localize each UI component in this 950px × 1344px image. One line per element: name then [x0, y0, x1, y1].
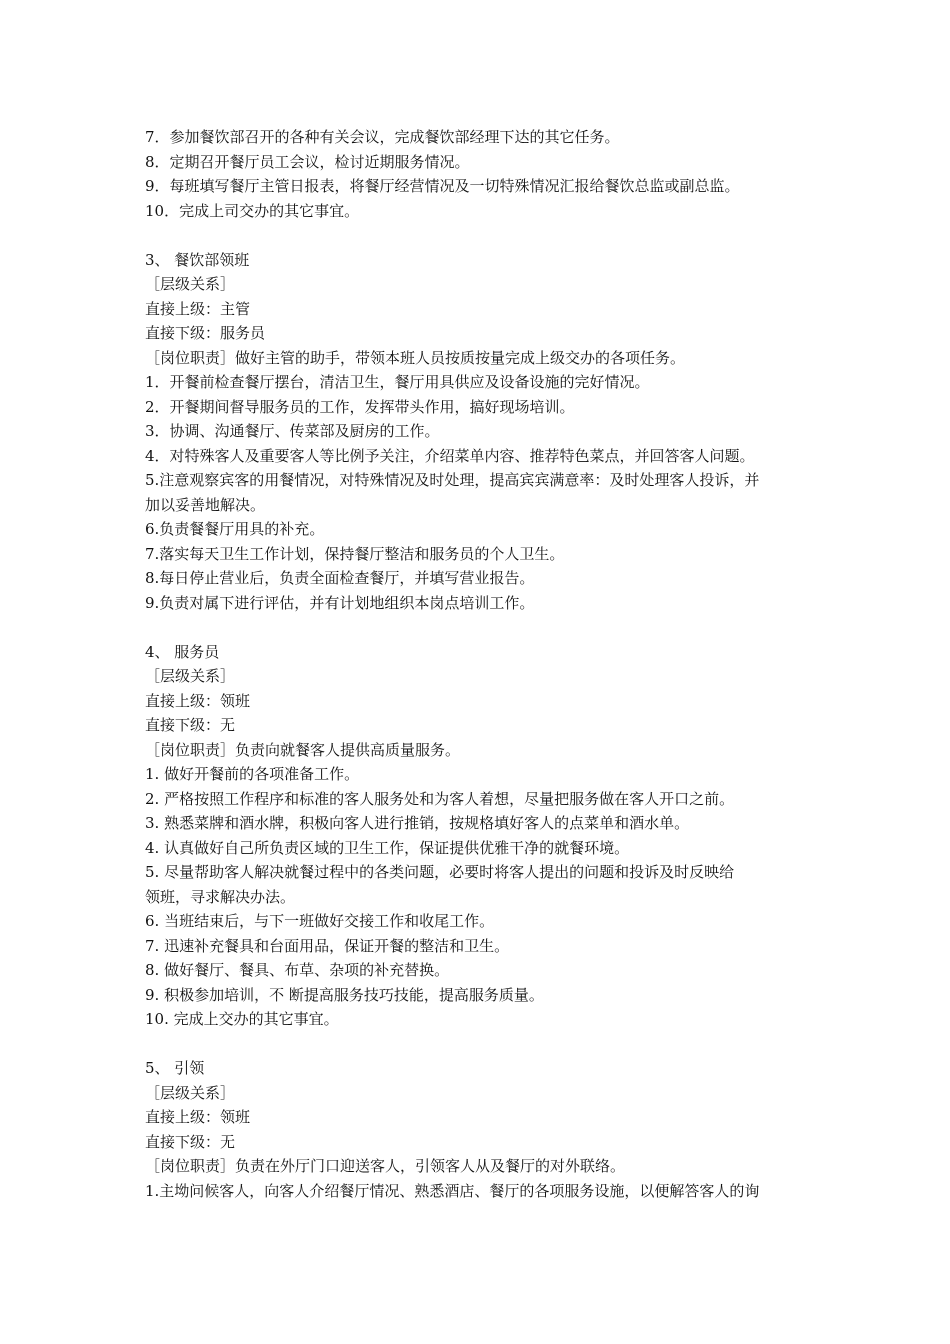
direct-subordinate: 直接下级：无 — [145, 716, 236, 734]
list-item: 8.每日停止营业后，负责全面检查餐厅，并填写营业报告。 — [145, 569, 535, 587]
direct-superior: 直接上级：领班 — [145, 691, 251, 710]
direct-superior: 直接上级：领班 — [145, 1108, 251, 1126]
list-item: 7. 迅速补充餐具和台面用品，保证开餐的整洁和卫生。 — [145, 936, 510, 955]
section-host — [145, 1056, 815, 1203]
direct-superior: 直接上级：主管 — [145, 299, 251, 318]
list-item: 3. 熟悉菜牌和酒水牌，积极向客人进行推销，按规格填好客人的点菜单和酒水单。 — [145, 814, 690, 832]
list-item: 5. 尽量帮助客人解决就餐过程中的各类问题，必要时将客人提出的问题和投诉及时反映给 — [145, 863, 735, 881]
list-item: 7．参加餐饮部召开的各种有关会议，完成餐饮部经理下达的其它任务。 — [145, 128, 620, 146]
list-item: 1.主坳问候客人，向客人介绍餐厅情况、熟悉酒店、餐厅的各项服务设施，以便解答客人的询 — [145, 1181, 760, 1200]
list-item-continuation: 领班，寻求解决办法。 — [145, 887, 296, 906]
list-item: 10．完成上司交办的其它事宜。 — [145, 201, 360, 220]
list-item: 9．每班填写餐厅主管日报表，将餐厅经营情况及一切特殊情况汇报给餐饮总监或副总监。 — [145, 177, 740, 195]
hierarchy-label: ［层级关系］ — [145, 1083, 236, 1102]
list-item: 4．对特殊客人及重要客人等比例予关注，介绍菜单内容、推荐特色菜点，并回答客人问题。 — [145, 446, 755, 465]
list-item: 2．开餐期间督导服务员的工作，发挥带头作用，搞好现场培训。 — [145, 397, 575, 416]
list-item: 3．协调、沟通餐厅、传菜部及厨房的工作。 — [145, 422, 440, 440]
intro-list — [145, 125, 815, 223]
duty-statement: ［岗位职责］负责向就餐客人提供高质量服务。 — [145, 740, 461, 759]
list-item: 9. 积极参加培训，不 断提高服务技巧技能，提高服务质量。 — [145, 985, 544, 1004]
list-item: 8．定期召开餐厅员工会议，检讨近期服务情况。 — [145, 152, 470, 171]
list-item: 9.负责对属下进行评估，并有计划地组织本岗点培训工作。 — [145, 593, 535, 612]
section-team-leader — [145, 248, 815, 616]
list-item: 5.注意观察宾客的用餐情况，对特殊情况及时处理，提高宾宾满意率：及时处理客人投诉，并 — [145, 471, 760, 489]
direct-subordinate: 直接下级：无 — [145, 1132, 236, 1151]
hierarchy-label: ［层级关系］ — [145, 275, 236, 293]
section-heading: 3、 餐饮部领班 — [145, 250, 250, 269]
section-heading: 4、 服务员 — [145, 642, 220, 661]
list-item: 6. 当班结束后，与下一班做好交接工作和收尾工作。 — [145, 912, 495, 930]
spacer — [145, 223, 815, 248]
duty-statement: ［岗位职责］做好主管的助手，带领本班人员按质按量完成上级交办的各项任务。 — [145, 348, 686, 367]
section-waiter — [145, 640, 815, 1032]
list-item: 7.落实每天卫生工作计划，保持餐厅整洁和服务员的个人卫生。 — [145, 544, 565, 563]
section-heading: 5、 引领 — [145, 1059, 205, 1077]
list-item: 8. 做好餐厅、餐具、布草、杂项的补充替换。 — [145, 961, 450, 979]
spacer — [145, 615, 815, 640]
list-item: 1. 做好开餐前的各项准备工作。 — [145, 765, 360, 783]
list-item: 4. 认真做好自己所负责区域的卫生工作，保证提供优雅干净的就餐环境。 — [145, 838, 630, 857]
list-item: 6.负责餐餐厅用具的补充。 — [145, 520, 325, 538]
list-item-continuation: 加以妥善地解决。 — [145, 495, 266, 514]
hierarchy-label: ［层级关系］ — [145, 667, 236, 685]
spacer — [145, 1032, 815, 1057]
list-item: 2. 严格按照工作程序和标准的客人服务处和为客人着想，尽量把服务做在客人开口之前。 — [145, 789, 735, 808]
direct-subordinate: 直接下级：服务员 — [145, 324, 266, 342]
duty-statement: ［岗位职责］负责在外厅门口迎送客人，引领客人从及餐厅的对外联络。 — [145, 1157, 626, 1175]
list-item: 1．开餐前检查餐厅摆台，清洁卫生，餐厅用具供应及设备设施的完好情况。 — [145, 373, 650, 391]
list-item: 10. 完成上交办的其它事宜。 — [145, 1010, 339, 1028]
document-page — [145, 125, 815, 1203]
